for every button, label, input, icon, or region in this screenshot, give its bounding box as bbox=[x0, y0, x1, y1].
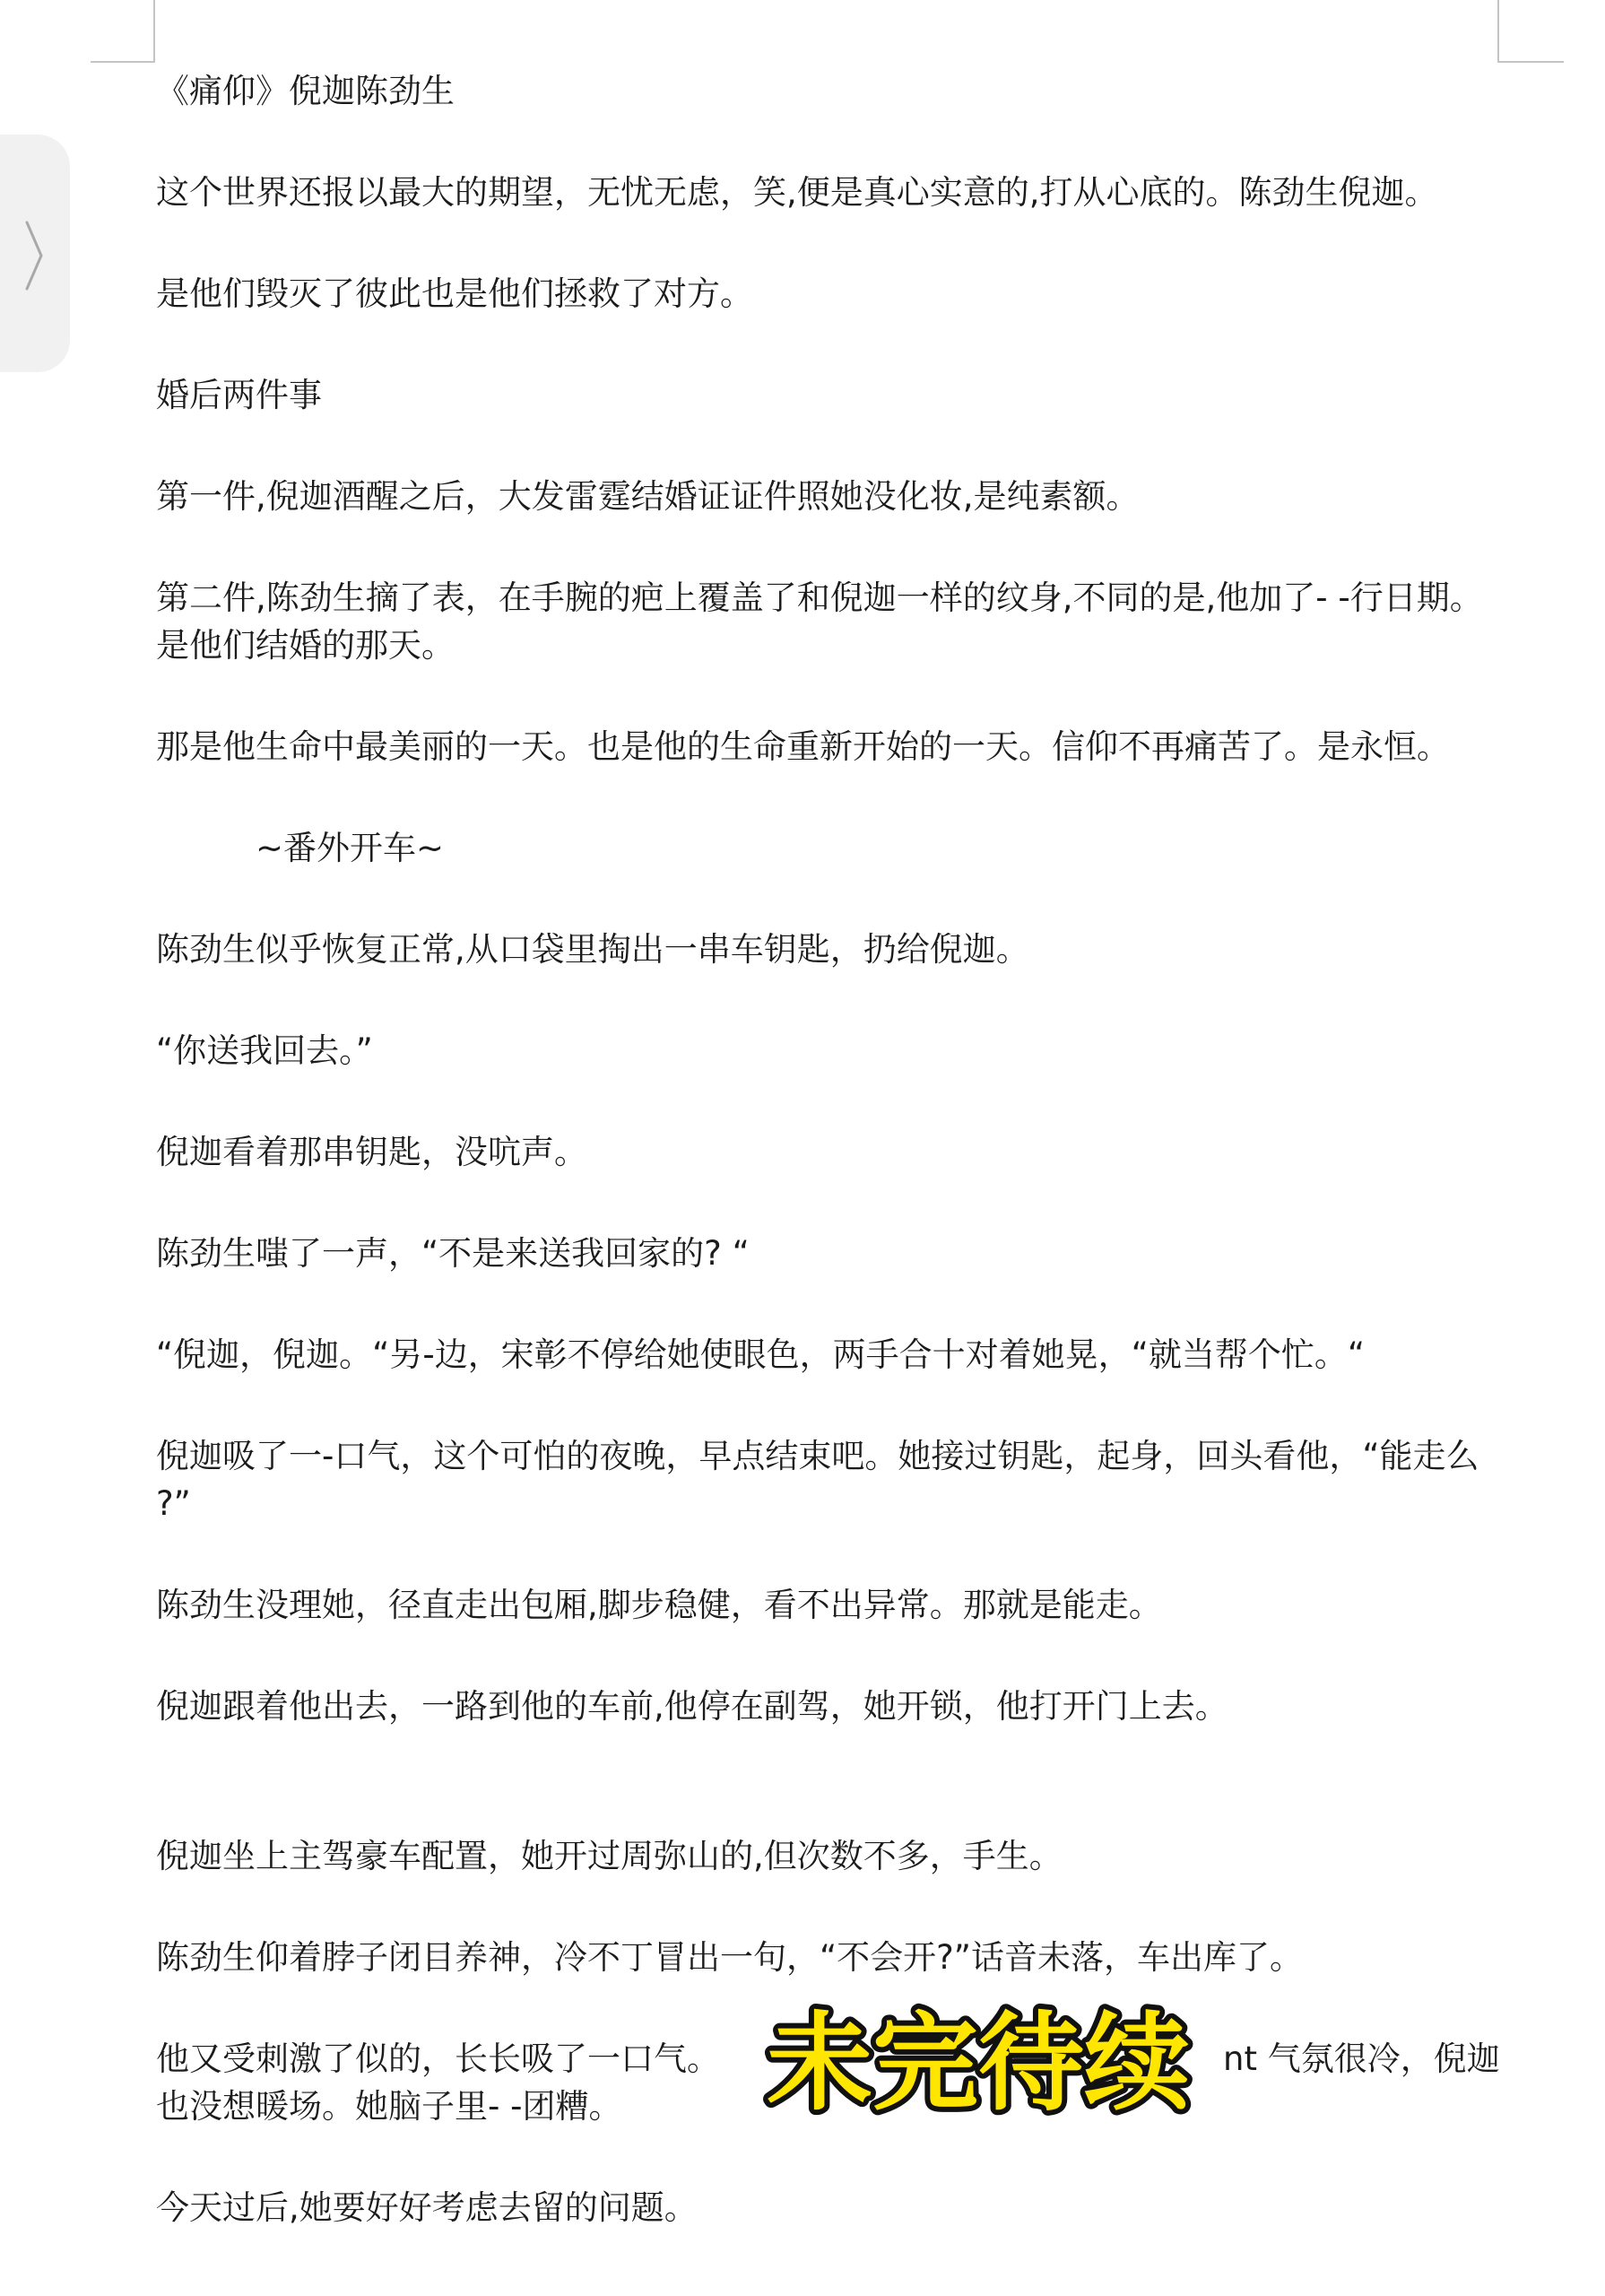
text-line: 第一件,倪迦酒醒之后，大发雷霆结婚证证件照她没化妆,是纯素额。 bbox=[156, 477, 1140, 516]
paragraph bbox=[156, 1027, 1573, 1074]
paragraph bbox=[156, 1128, 1573, 1176]
page-corner-mark-right bbox=[1497, 0, 1564, 63]
paragraph bbox=[156, 1832, 1573, 1880]
text-line: 也没想暖场。她脑子里- -团糟。 bbox=[156, 2087, 622, 2126]
page-corner-mark-left bbox=[91, 0, 155, 63]
text-line: 倪迦吸了一-口气，这个可怕的夜晚，早点结束吧。她接过钥匙，起身，回头看他，“能走么 bbox=[156, 1437, 1479, 1475]
text-line-start: 他又受刺激了似的，长长吸了一口气。 bbox=[156, 2039, 720, 2078]
text-line: 陈劲生仰着脖子闭目养神，冷不丁冒出一句，“不会开?”话音未落，车出库了。 bbox=[156, 1938, 1303, 1977]
paragraph bbox=[156, 473, 1573, 520]
text-line: ~番外开车~ bbox=[256, 829, 445, 867]
text-line: 倪迦坐上主驾豪车配置，她开过周弥山的,但次数不多，手生。 bbox=[156, 1837, 1063, 1875]
paragraph bbox=[156, 1581, 1573, 1629]
text-line: 倪迦跟着他出去，一路到他的车前,他停在副驾，她开锁，他打开门上去。 bbox=[156, 1687, 1228, 1726]
document-title bbox=[156, 67, 1573, 115]
blank-line bbox=[156, 1784, 1573, 1832]
paragraph bbox=[156, 169, 1573, 216]
document-body bbox=[156, 67, 1573, 2285]
chevron-right-icon bbox=[0, 135, 70, 372]
text-line: 《痛仰》倪迦陈劲生 bbox=[156, 72, 455, 110]
paragraph bbox=[156, 723, 1573, 770]
text-line-tail: nt 气氛很冷，倪迦 bbox=[1223, 2039, 1500, 2078]
text-line: 婚后两件事 bbox=[156, 376, 322, 414]
paragraph bbox=[156, 926, 1573, 973]
caption-outline-group bbox=[767, 2001, 1190, 2125]
text-line: 今天过后,她要好好考虑去留的问题。 bbox=[156, 2188, 698, 2227]
to-be-continued-caption bbox=[750, 1996, 1207, 2126]
text-line: “你送我回去。” bbox=[156, 1031, 373, 1070]
paragraph bbox=[156, 371, 1573, 419]
text-line: 陈劲生嗤了一声，“不是来送我回家的? “ bbox=[156, 1234, 750, 1273]
text-line: 陈劲生似乎恢复正常,从口袋里掏出一串车钥匙，扔给倪迦。 bbox=[156, 930, 1029, 969]
paragraph bbox=[156, 1934, 1573, 1981]
paragraph bbox=[156, 1331, 1573, 1378]
text-line: 是他们毁灭了彼此也是他们拯救了对方。 bbox=[156, 274, 753, 313]
side-panel-toggle[interactable] bbox=[0, 135, 70, 372]
text-line: ?” bbox=[156, 1484, 191, 1523]
paragraph bbox=[156, 270, 1573, 317]
text-line: 第二件,陈劲生摘了表，在手腕的疤上覆盖了和倪迦一样的纹身,不同的是,他加了- -行日期。 bbox=[156, 578, 1483, 617]
section-heading bbox=[156, 824, 1573, 872]
paragraph bbox=[156, 574, 1573, 669]
text-line: 是他们结婚的那天。 bbox=[156, 626, 455, 665]
text-line: 陈劲生没理她，径直走出包厢,脚步稳健，看不出异常。那就是能走。 bbox=[156, 1586, 1162, 1624]
text-line: “倪迦，倪迦。“另-边，宋彰不停给她使眼色，两手合十对着她晃，“就当帮个忙。“ bbox=[156, 1335, 1366, 1374]
paragraph bbox=[156, 1683, 1573, 1730]
text-line: 那是他生命中最美丽的一天。也是他的生命重新开始的一天。信仰不再痛苦了。是永恒。 bbox=[156, 727, 1450, 766]
text-line: 倪迦看着那串钥匙，没吭声。 bbox=[156, 1133, 587, 1171]
paragraph bbox=[156, 1230, 1573, 1277]
paragraph bbox=[156, 2184, 1573, 2231]
paragraph bbox=[156, 1432, 1573, 1527]
text-line: 这个世界还报以最大的期望，无忧无虑，笑,便是真心实意的,打从心底的。陈劲生倪迦。 bbox=[156, 173, 1438, 212]
caption-text: 未完待续 bbox=[766, 2001, 1191, 2125]
